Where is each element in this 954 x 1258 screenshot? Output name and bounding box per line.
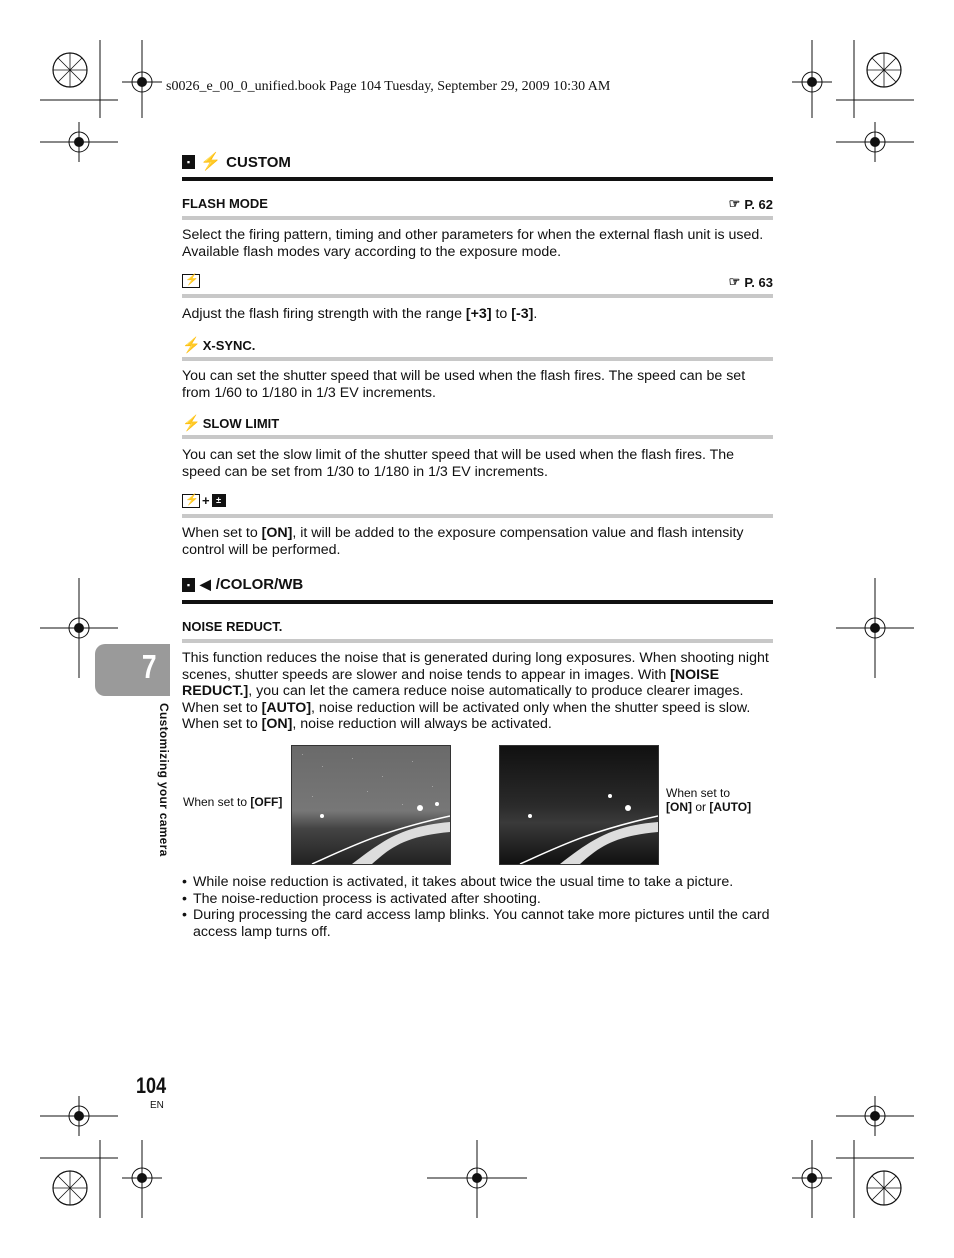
subheading-flash-plus-exposure xyxy=(182,493,773,519)
heading-rule xyxy=(182,177,773,181)
list-item: • The noise-reduction process is activated after shooting. xyxy=(182,891,774,908)
flash-icon: ⚡ xyxy=(182,415,201,432)
menu-tab-icon: ▪ xyxy=(182,578,195,592)
section-heading-color-wb xyxy=(182,576,773,606)
menu-tab-icon: ▪ xyxy=(182,155,195,169)
flash-icon: ⚡ xyxy=(200,152,222,171)
paragraph-noise-reduct: This function reduces the noise that is generated during long exposures. When shooting night scenes, shutter speeds are slower and noise tends to appear in images. With [NOISE REDUCT.], you can let the camera reduce noise automatically to produce clearer images. When set to [AUTO], noise reduction will be activated only when the shutter speed is slow. When set to [ON], noise reduction will always be activated. xyxy=(182,650,769,732)
subheading-x-sync: ⚡ X-SYNC. xyxy=(182,336,773,362)
flash-plus-exposure-icon: ⚡ + ± xyxy=(182,493,226,508)
subheading-flash-compensation xyxy=(182,274,773,300)
section-title: CUSTOM xyxy=(226,153,291,171)
paragraph-flash-mode: Select the firing pattern, timing and other parameters for when the external flash unit is used. Available flash modes vary according to the exposure mode. xyxy=(182,227,764,260)
subheading-label: FLASH MODE xyxy=(182,196,268,211)
caption-off: When set to [OFF] xyxy=(183,795,283,809)
heading-rule xyxy=(182,600,773,604)
subheading-rule xyxy=(182,639,773,643)
language-code: EN xyxy=(150,1100,164,1111)
subheading-rule xyxy=(182,514,773,518)
subheading-rule xyxy=(182,357,773,361)
chapter-label: Customizing your camera xyxy=(157,703,171,857)
paragraph-flash-plus-exposure: When set to [ON], it will be added to the exposure compensation value and flash intensity control will be performed. xyxy=(182,525,744,558)
subheading-noise-reduct: NOISE REDUCT. xyxy=(182,619,773,645)
flash-compensation-icon: ⚡ xyxy=(182,274,200,288)
subheading-flash-mode xyxy=(182,196,773,222)
notes-list xyxy=(182,874,774,940)
pointing-hand-icon: ☞ xyxy=(728,274,741,289)
subheading-slow-limit: ⚡ SLOW LIMIT xyxy=(182,414,773,440)
section-heading-custom xyxy=(182,152,773,182)
chapter-number: 7 xyxy=(141,648,157,685)
subheading-rule xyxy=(182,435,773,439)
night-scene-photo-noise-on xyxy=(499,745,659,865)
page-reference: ☞ P. 63 xyxy=(728,274,773,290)
page-number: 104 xyxy=(136,1073,167,1098)
chapter-tab xyxy=(95,644,170,696)
night-scene-photo-noise-off xyxy=(291,745,451,865)
paragraph-x-sync: You can set the shutter speed that will be used when the flash fires. The speed can be set from 1/60 to 1/180 in 1/3 EV increments. xyxy=(182,368,746,401)
print-header-line: s0026_e_00_0_unified.book Page 104 Tuesday, September 29, 2009 10:30 AM xyxy=(166,79,611,94)
list-item: • During processing the card access lamp blinks. You cannot take more pictures until the card access lamp turns off. xyxy=(182,907,774,940)
image-quality-icon: ◀ xyxy=(200,576,211,592)
subheading-rule xyxy=(182,294,773,298)
paragraph-slow-limit: You can set the slow limit of the shutter speed that will be used when the flash fires. The speed can be set from 1/30 to 1/180 in 1/3 EV increments. xyxy=(182,447,735,480)
list-item: • While noise reduction is activated, it takes about twice the usual time to take a picture. xyxy=(182,874,774,891)
subheading-rule xyxy=(182,216,773,220)
caption-on-auto: When set to [ON] or [AUTO] xyxy=(666,786,752,814)
page-reference: ☞ P. 62 xyxy=(728,196,773,212)
flash-icon: ⚡ xyxy=(182,337,201,354)
pointing-hand-icon: ☞ xyxy=(728,196,741,211)
section-title: /COLOR/WB xyxy=(215,576,304,593)
paragraph-flash-compensation: Adjust the flash firing strength with the range [+3] to [-3]. xyxy=(182,306,538,322)
